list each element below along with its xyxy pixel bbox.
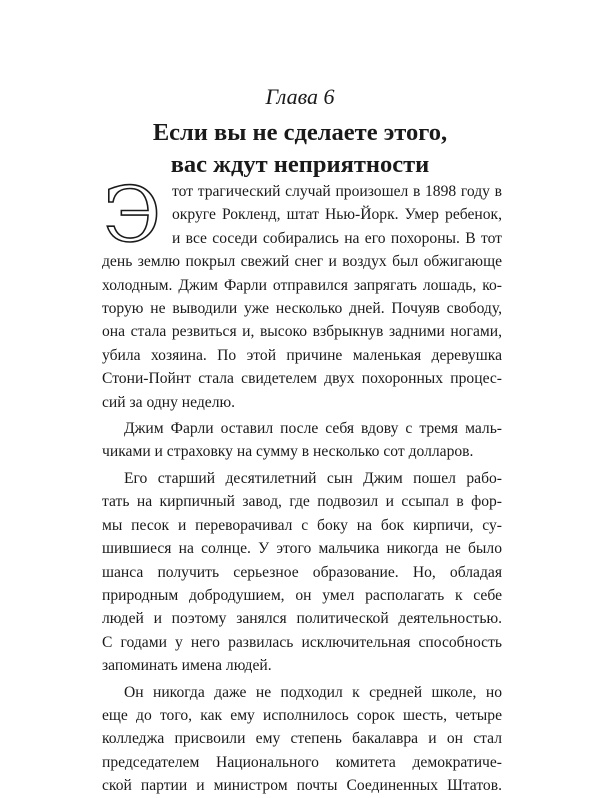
paragraph-line: шанса получить серьезное образование. Но, обладая — [102, 563, 502, 581]
chapter-title-line-1: Если вы не сделаете этого, — [152, 119, 448, 146]
paragraph-line: С годами у него развилась исключительная способность — [102, 633, 502, 651]
paragraph-line: ской партии и министром почты Соединенных Штатов. — [102, 777, 502, 795]
paragraph-line: людей и поэтому занялся политической деятельностью. — [102, 610, 502, 628]
body-text — [102, 177, 502, 798]
drop-cap — [102, 180, 172, 248]
paragraph-line: день землю покрыл свежий снег и воздух был обжигающе — [102, 253, 502, 271]
paragraph-line: тот трагический случай произошел в 1898 году в — [172, 183, 502, 200]
chapter-title-line-2: вас ждут неприятности — [170, 151, 430, 178]
paragraph-3 — [102, 467, 502, 678]
paragraph-line: холодным. Джим Фарли отправился запрягать лошадь, ко- — [102, 276, 502, 294]
paragraph-line: она стала резвиться и, высоко взбрыкнув задними ногами, — [102, 323, 502, 341]
paragraph-1 — [102, 177, 502, 414]
paragraph-line: колледжа присвоили ему степень бакалавра и он стал — [102, 730, 502, 748]
chapter-title — [0, 117, 600, 181]
paragraph-line: еще до того, как ему исполнилось сорок шесть, четыре — [102, 706, 502, 724]
paragraph-line: запоминать имена людей. — [102, 657, 272, 675]
paragraph-line: шившиеся на солнце. У этого мальчика никогда не было — [102, 540, 502, 558]
paragraph-line: Джим Фарли оставил после себя вдову с тремя маль- — [124, 420, 502, 438]
paragraph-2 — [102, 417, 502, 464]
paragraph-line: тать на кирпичный завод, где подвозил и ссыпал в фор- — [102, 493, 502, 511]
paragraph-line: Он никогда даже не подходил к средней школе, но — [124, 683, 502, 701]
paragraph-line: убила хозяина. По этой причине маленькая деревушка — [102, 346, 502, 364]
paragraph-line: сий за одну неделю. — [102, 393, 236, 411]
paragraph-line: и все соседи собирались на его похороны. В тот — [172, 229, 502, 247]
paragraph-line: торую не выводили уже несколько дней. Почуяв свободу, — [102, 300, 502, 318]
drop-cap-letter: Э — [103, 180, 162, 248]
paragraph-line: округе Рокленд, штат Нью-Йорк. Умер ребенок, — [172, 206, 502, 224]
paragraph-line: мы песок и переворачивал с боку на бок кирпичи, су- — [102, 516, 502, 534]
paragraph-line: председателем Национального комитета демократиче- — [102, 753, 502, 771]
chapter-label: Глава 6 — [265, 84, 335, 109]
paragraph-line: природным добродушием, он умел располагать к себе — [102, 586, 502, 604]
paragraph-4 — [102, 681, 502, 798]
paragraph-line: Его старший десятилетний сын Джим пошел рабо- — [124, 469, 502, 487]
paragraph-line: чиками и страховку на сумму в несколько сот долларов. — [102, 443, 474, 461]
paragraph-line: Стони-Пойнт стала свидетелем двух похоронных процес- — [102, 370, 502, 388]
